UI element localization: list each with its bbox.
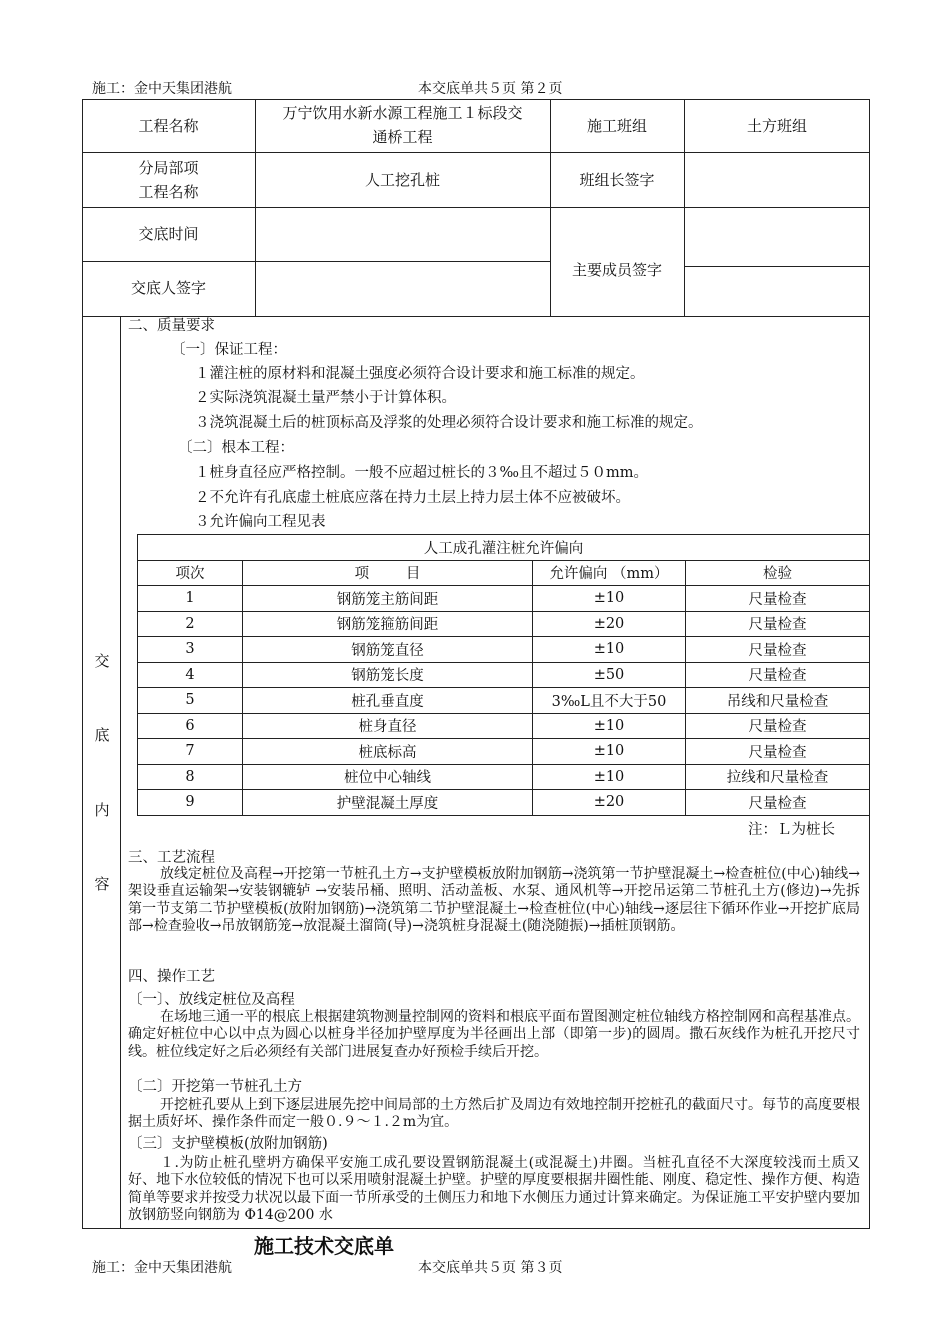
basic-title: 〔二〕根本工程： [178,440,294,456]
team-value: 土方班组 [746,117,807,135]
row-inspection: 尺量检查 [686,739,870,765]
deviation-table-note: 注：Ｌ为桩长 [748,822,835,838]
row-item: 钢筋笼直径 [243,637,533,663]
header-page-info: 本交底单共５页 第２页 [418,81,563,97]
row-inspection: 吊线和尺量检查 [686,688,870,714]
row-item: 桩位中心轴线 [243,764,533,790]
row-inspection: 尺量检查 [686,611,870,637]
row-item: 钢筋笼长度 [243,662,533,688]
row-tolerance: ±10 [533,586,686,612]
guarantee-item-2: ２实际浇筑混凝土量严禁小于计算体积。 [195,390,456,406]
row-item: 桩身直径 [243,713,533,739]
basic-item-1: １桩身直径应严格控制。一般不应超过桩长的３‰且不超过５０mm。 [195,465,648,481]
basic-item-2: ２不允许有孔底虚土桩底应落在持力土层上持力层土体不应被破坏。 [195,490,630,506]
member-sign-label: 主要成员签字 [571,261,662,279]
row-item: 桩孔垂直度 [243,688,533,714]
project-name-line1: 万宁饮用水新水源工程施工１标段交 [282,104,523,122]
row-index: 4 [138,662,243,688]
operation-title: 四、操作工艺 [128,969,215,985]
row-index: 6 [138,713,243,739]
presenter-sign-label: 交底人签字 [130,279,206,297]
table-row [138,688,870,714]
table-row [138,790,870,816]
side-label-1: 交 [94,652,110,670]
operation-s3-text: １.为防止桩孔壁坍方确保平安施工成孔要设置钢筋混凝土(或混凝土)井圈。当桩孔直径不大深度较浅而土质又好、地下水位较低的情况下也可以采用喷射混凝土护壁。护壁的厚度要根据井圈性能、刚度、稳定性、操作方便、构造简单等要求并按受力状况以最下面一节所承受的土侧压力和地下水侧压力通过计算来确定。为保证施工平安护壁内要加放钢筋竖向钢筋为 Φ14@200 水 [128,1155,860,1223]
process-title: 三、工艺流程 [128,850,215,866]
project-name-line2: 通桥工程 [372,128,433,146]
row-item: 桩底标高 [243,739,533,765]
table-row [138,739,870,765]
footer-page-info: 本交底单共５页 第３页 [418,1260,563,1276]
row-inspection: 尺量检查 [686,586,870,612]
header-index: 项次 [138,560,243,586]
row-item: 护壁混凝土厚度 [243,790,533,816]
operation-s1-text: 在场地三通一平的根底上根据建筑物测量控制网的资料和根底平面布置图测定桩位轴线方格控制网和高程基准点。确定好桩位中心以中点为圆心以桩身半径加护壁厚度为半径画出上部（即第一步)的圆周。撒石灰线作为桩孔开挖尺寸线。桩位线定好之后必须经有关部门进展复查办好预检手续后开挖。 [128,1009,860,1060]
operation-s1-title: 〔一〕、放线定桩位及高程 [128,992,295,1008]
operation-s2-text: 开挖桩孔要从上到下逐层进展先挖中间局部的土方然后扩及周边有效地控制开挖桩孔的截面尺寸。每节的高度要根据土质好坏、操作条件而定一般０.９～１.２m为宜。 [128,1097,860,1131]
row-index: 5 [138,688,243,714]
table-row [138,611,870,637]
row-index: 7 [138,739,243,765]
deviation-table-title: 人工成孔灌注桩允许偏向 [138,535,870,561]
sub-project-label-line1: 分局部项 [138,159,199,177]
deviation-table-header-row [138,560,870,586]
row-tolerance: ±10 [533,713,686,739]
sub-project-label-line2: 工程名称 [138,183,199,201]
table-row [138,713,870,739]
row-index: 3 [138,637,243,663]
row-tolerance: ±50 [533,662,686,688]
row-inspection: 尺量检查 [686,662,870,688]
project-name-label: 工程名称 [138,117,199,135]
row-index: 9 [138,790,243,816]
side-label-2: 底 [94,726,110,744]
table-row [138,637,870,663]
guarantee-item-3: ３浇筑混凝土后的桩顶标高及浮浆的处理必须符合设计要求和施工标准的规定。 [195,415,703,431]
side-label-3: 内 [94,801,110,819]
doc-title: 施工技术交底单 [254,1234,394,1258]
row-inspection: 尺量检查 [686,713,870,739]
row-tolerance: ±20 [533,790,686,816]
table-row [138,662,870,688]
guarantee-title: 〔一〕保证工程： [171,342,287,358]
deviation-table-title-row [138,535,870,561]
footer-contractor: 施工：金中天集团港航 [92,1260,232,1276]
team-label: 施工班组 [586,117,647,135]
row-tolerance: ±10 [533,739,686,765]
table-row [138,586,870,612]
header-item: 项 目 [243,560,533,586]
row-tolerance: 3‰L且不大于50 [533,688,686,714]
row-tolerance: ±10 [533,637,686,663]
table-row [138,764,870,790]
date-label: 交底时间 [138,225,199,243]
header-tolerance: 允许偏向 （mm） [533,560,686,586]
operation-s2-title: 〔二〕开挖第一节桩孔土方 [128,1079,302,1095]
leader-sign-label: 班组长签字 [579,171,655,189]
row-index: 1 [138,586,243,612]
row-index: 8 [138,764,243,790]
row-item: 钢筋笼主筋间距 [243,586,533,612]
side-label-4: 容 [94,875,110,893]
process-text: 放线定桩位及高程→开挖第一节桩孔土方→支护壁模板放附加钢筋→浇筑第一节护壁混凝土→检查桩位(中心)轴线→架设垂直运输架→安装钢辘轳 →安装吊桶、照明、活动盖板、水泵、通风机等→开挖吊运第二节桩孔土方(修边)→先拆第一节支第二节护壁模板(放附加钢筋)→浇筑第二节护壁混凝土→检查桩位(中心)轴线→逐层往下循环作业→开挖扩底局部→检查验收→吊放钢筋笼→放混凝土溜筒(导)→浇筑桩身混凝土(随浇随振)→插桩顶钢筋。 [128,866,860,934]
header-contractor: 施工：金中天集团港航 [92,81,232,97]
operation-s3-title: 〔三〕支护壁模板(放附加钢筋) [128,1136,328,1152]
sub-project-value: 人工挖孔桩 [364,171,440,189]
row-tolerance: ±10 [533,764,686,790]
row-inspection: 尺量检查 [686,637,870,663]
row-index: 2 [138,611,243,637]
guarantee-item-1: １灌注桩的原材料和混凝土强度必须符合设计要求和施工标准的规定。 [195,366,645,382]
row-tolerance: ±20 [533,611,686,637]
row-inspection: 尺量检查 [686,790,870,816]
quality-title: 二、质量要求 [128,318,215,334]
row-inspection: 拉线和尺量检查 [686,764,870,790]
row-item: 钢筋笼箍筋间距 [243,611,533,637]
basic-item-3: ３允许偏向工程见表 [195,514,326,530]
header-inspection: 检验 [686,560,870,586]
deviation-table [137,534,870,816]
